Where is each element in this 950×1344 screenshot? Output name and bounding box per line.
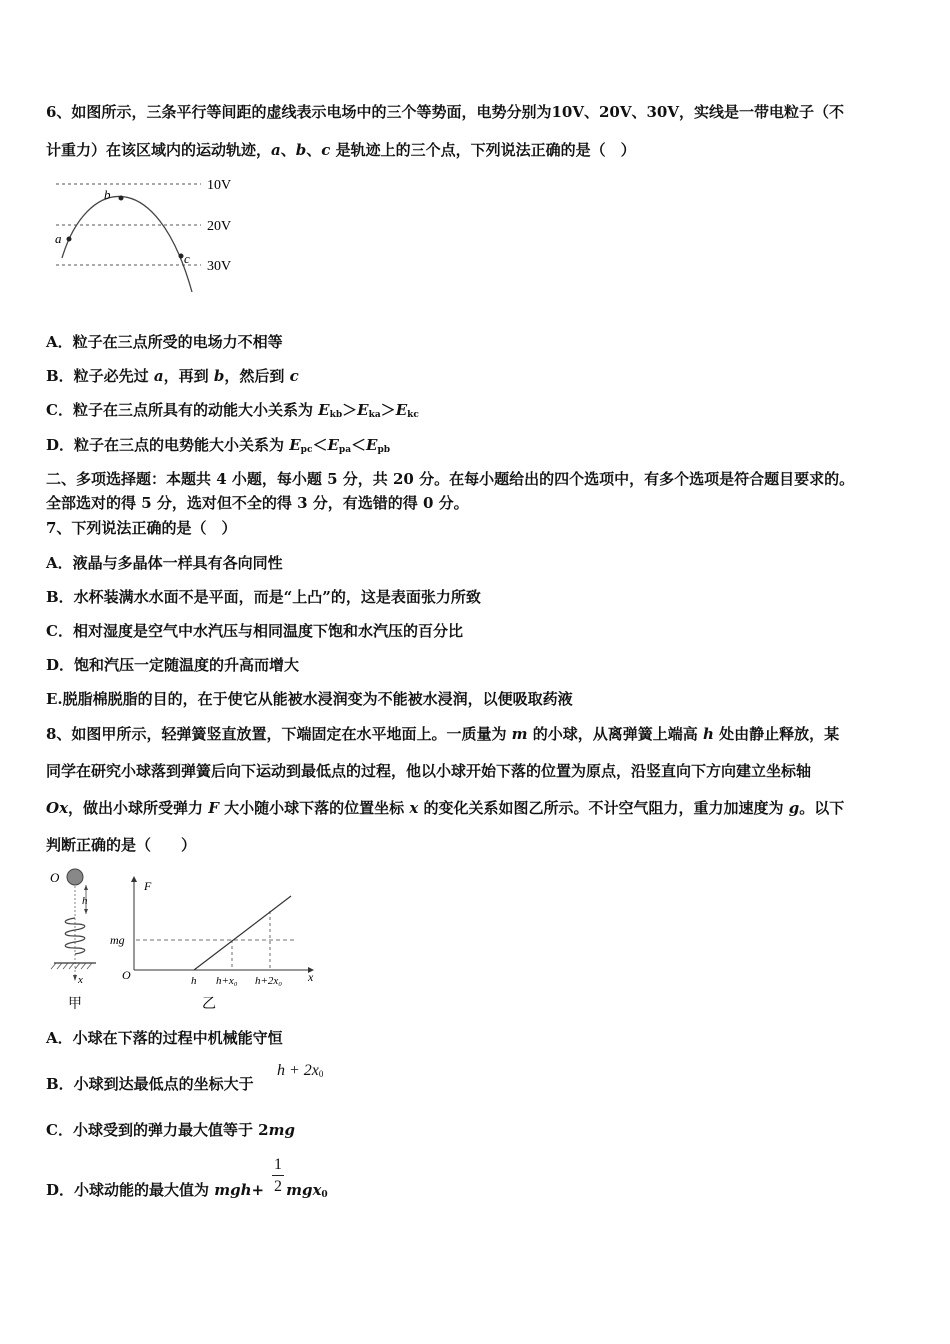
fig-origin-label: O <box>50 870 60 885</box>
text: 。以下 <box>799 799 845 817</box>
point-a <box>67 237 72 242</box>
var-m: m <box>511 725 528 743</box>
var-E: E <box>357 401 369 419</box>
q8-stem-line1 <box>46 724 839 744</box>
F-line <box>194 896 291 970</box>
var-c: c <box>321 141 331 159</box>
q6-option-d <box>46 435 390 460</box>
q6-stem-text-end: 是轨迹上的三个点，下列说法正确的是（ ） <box>330 141 636 159</box>
q7-option-e: E.脱脂棉脱脂的目的，在于使它从能被水浸润变为不能被水浸润，以便吸取药液 <box>46 690 573 708</box>
text: D．小球动能的最大值为 <box>46 1181 215 1199</box>
section2-line1: 二、多项选择题：本题共 4 小题，每小题 5 分，共 20 分。在每小题给出的四个选项中，有多个选项是符合题目要求的。 <box>46 470 855 488</box>
q7-stem: 7、下列说法正确的是（ ） <box>46 519 237 537</box>
var-c: c <box>289 367 299 385</box>
subscript: pb <box>377 445 391 455</box>
var-h: h <box>703 725 714 743</box>
spring <box>65 918 85 954</box>
text: 8、如图甲所示，轻弹簧竖直放置，下端固定在水平地面上。一质量为 <box>46 725 512 743</box>
F-label: F <box>144 879 152 893</box>
subscript: pa <box>338 445 352 455</box>
text: 处由静止释放，某 <box>713 725 840 743</box>
q6-figure <box>46 168 256 298</box>
var-b: b <box>213 367 225 385</box>
caption-yi: 乙 <box>202 997 216 1012</box>
x-axis-label: x <box>308 970 314 984</box>
q8-figure <box>44 866 324 1014</box>
x-label: x <box>78 974 83 986</box>
q6-option-a: A．粒子在三点所受的电场力不相等 <box>46 333 283 351</box>
h-label: h <box>82 895 88 907</box>
gt: ＞ <box>380 401 396 419</box>
var-g: g <box>788 799 800 817</box>
trajectory <box>62 196 192 292</box>
subscript: kb <box>329 410 343 420</box>
var-mgx: mgx <box>286 1181 322 1199</box>
text: 的变化关系如图乙所示。不计空气阻力，重力加速度为 <box>418 799 789 817</box>
subscript: kc <box>407 410 419 420</box>
var-a: a <box>271 141 281 159</box>
ball <box>67 869 83 885</box>
ground-hatch <box>51 963 92 969</box>
q6-stem-line2 <box>46 140 636 160</box>
var-E: E <box>327 436 339 454</box>
q7-option-d: D．饱和汽压一定随温度的升高而增大 <box>46 656 300 674</box>
label-c: c <box>184 251 190 266</box>
var-b: b <box>295 141 307 159</box>
q8-option-b-expr <box>277 1062 323 1080</box>
var-E: E <box>318 401 330 419</box>
origin-label: O <box>122 968 131 982</box>
var-mgh: mgh <box>214 1181 252 1199</box>
text: B．粒子必先过 <box>46 367 154 385</box>
var-Ox: Ox <box>46 799 69 817</box>
q8-stem-line4: 判断正确的是（ ） <box>46 836 197 854</box>
plus: + <box>251 1181 265 1199</box>
subscript: 0 <box>321 1190 328 1200</box>
q8-option-a: A．小球在下落的过程中机械能守恒 <box>46 1029 283 1047</box>
label-b: b <box>104 187 111 202</box>
q7-option-a: A．液晶与多晶体一样具有各向同性 <box>46 554 283 572</box>
numerator: 1 <box>274 1156 282 1173</box>
tick-h-x0: h+x₀ <box>216 975 238 987</box>
q6-stem-text: 计重力）在该区域内的运动轨迹， <box>46 141 272 159</box>
q8-option-b: B．小球到达最低点的坐标大于 <box>46 1075 254 1093</box>
var-E: E <box>366 436 378 454</box>
mg-label: mg <box>110 933 125 947</box>
point-c <box>179 254 184 259</box>
var-E: E <box>289 436 301 454</box>
var-mg: mg <box>268 1121 295 1139</box>
denominator: 2 <box>274 1178 282 1195</box>
expr: h + 2x <box>277 1062 319 1079</box>
point-b <box>119 196 124 201</box>
q7-option-b: B．水杯装满水水面不是平面，而是“上凸”的，这是表面张力所致 <box>46 588 481 606</box>
q8-stem-line3 <box>46 798 844 818</box>
caption-jia: 甲 <box>68 997 82 1012</box>
q6-option-c <box>46 400 419 425</box>
lt: ＜ <box>312 436 328 454</box>
var-a: a <box>153 367 164 385</box>
subscript: ka <box>368 410 381 420</box>
q6-stem-line1: 6、如图所示，三条平行等间距的虚线表示电场中的三个等势面，电势分别为10V、20V、30V，实线是一带电粒子（不 <box>46 103 844 121</box>
text: C．小球受到的弹力最大值等于 2 <box>46 1121 269 1139</box>
q8-option-c <box>46 1120 295 1140</box>
subscript: 0 <box>318 1069 324 1079</box>
var-E: E <box>395 401 408 419</box>
text: ，做出小球所受弹力 <box>68 799 209 817</box>
var-F: F <box>208 799 219 817</box>
var-x: x <box>409 799 419 817</box>
text: 大小随小球下落的位置坐标 <box>218 799 410 817</box>
label-a: a <box>55 231 62 246</box>
label-10v: 10V <box>207 178 232 193</box>
q8-option-d <box>46 1180 328 1205</box>
gt: ＞ <box>342 401 358 419</box>
fraction-half <box>272 1155 284 1198</box>
text: ，然后到 <box>224 367 290 385</box>
tick-h: h <box>191 975 197 987</box>
tick-h-2x0: h+2x₀ <box>255 975 283 987</box>
sep: 、 <box>306 141 322 159</box>
text: D．粒子在三点的电势能大小关系为 <box>46 436 290 454</box>
q8-stem-line2: 同学在研究小球落到弹簧后向下运动到最低点的过程，他以小球开始下落的位置为原点，沿竖直向下方向建立坐标轴 <box>46 762 812 780</box>
label-20v: 20V <box>207 219 232 234</box>
text: 的小球，从离弹簧上端高 <box>527 725 703 743</box>
label-30v: 30V <box>207 259 232 274</box>
q7-option-c: C．相对湿度是空气中水汽压与相同温度下饱和水汽压的百分比 <box>46 622 463 640</box>
section2-line2: 全部选对的得 5 分，选对但不全的得 3 分，有选错的得 0 分。 <box>46 494 469 512</box>
text: ，再到 <box>163 367 214 385</box>
sep: 、 <box>280 141 296 159</box>
q6-option-b <box>46 366 299 386</box>
subscript: pc <box>300 445 313 455</box>
text: C．粒子在三点所具有的动能大小关系为 <box>46 401 319 419</box>
lt: ＜ <box>351 436 367 454</box>
